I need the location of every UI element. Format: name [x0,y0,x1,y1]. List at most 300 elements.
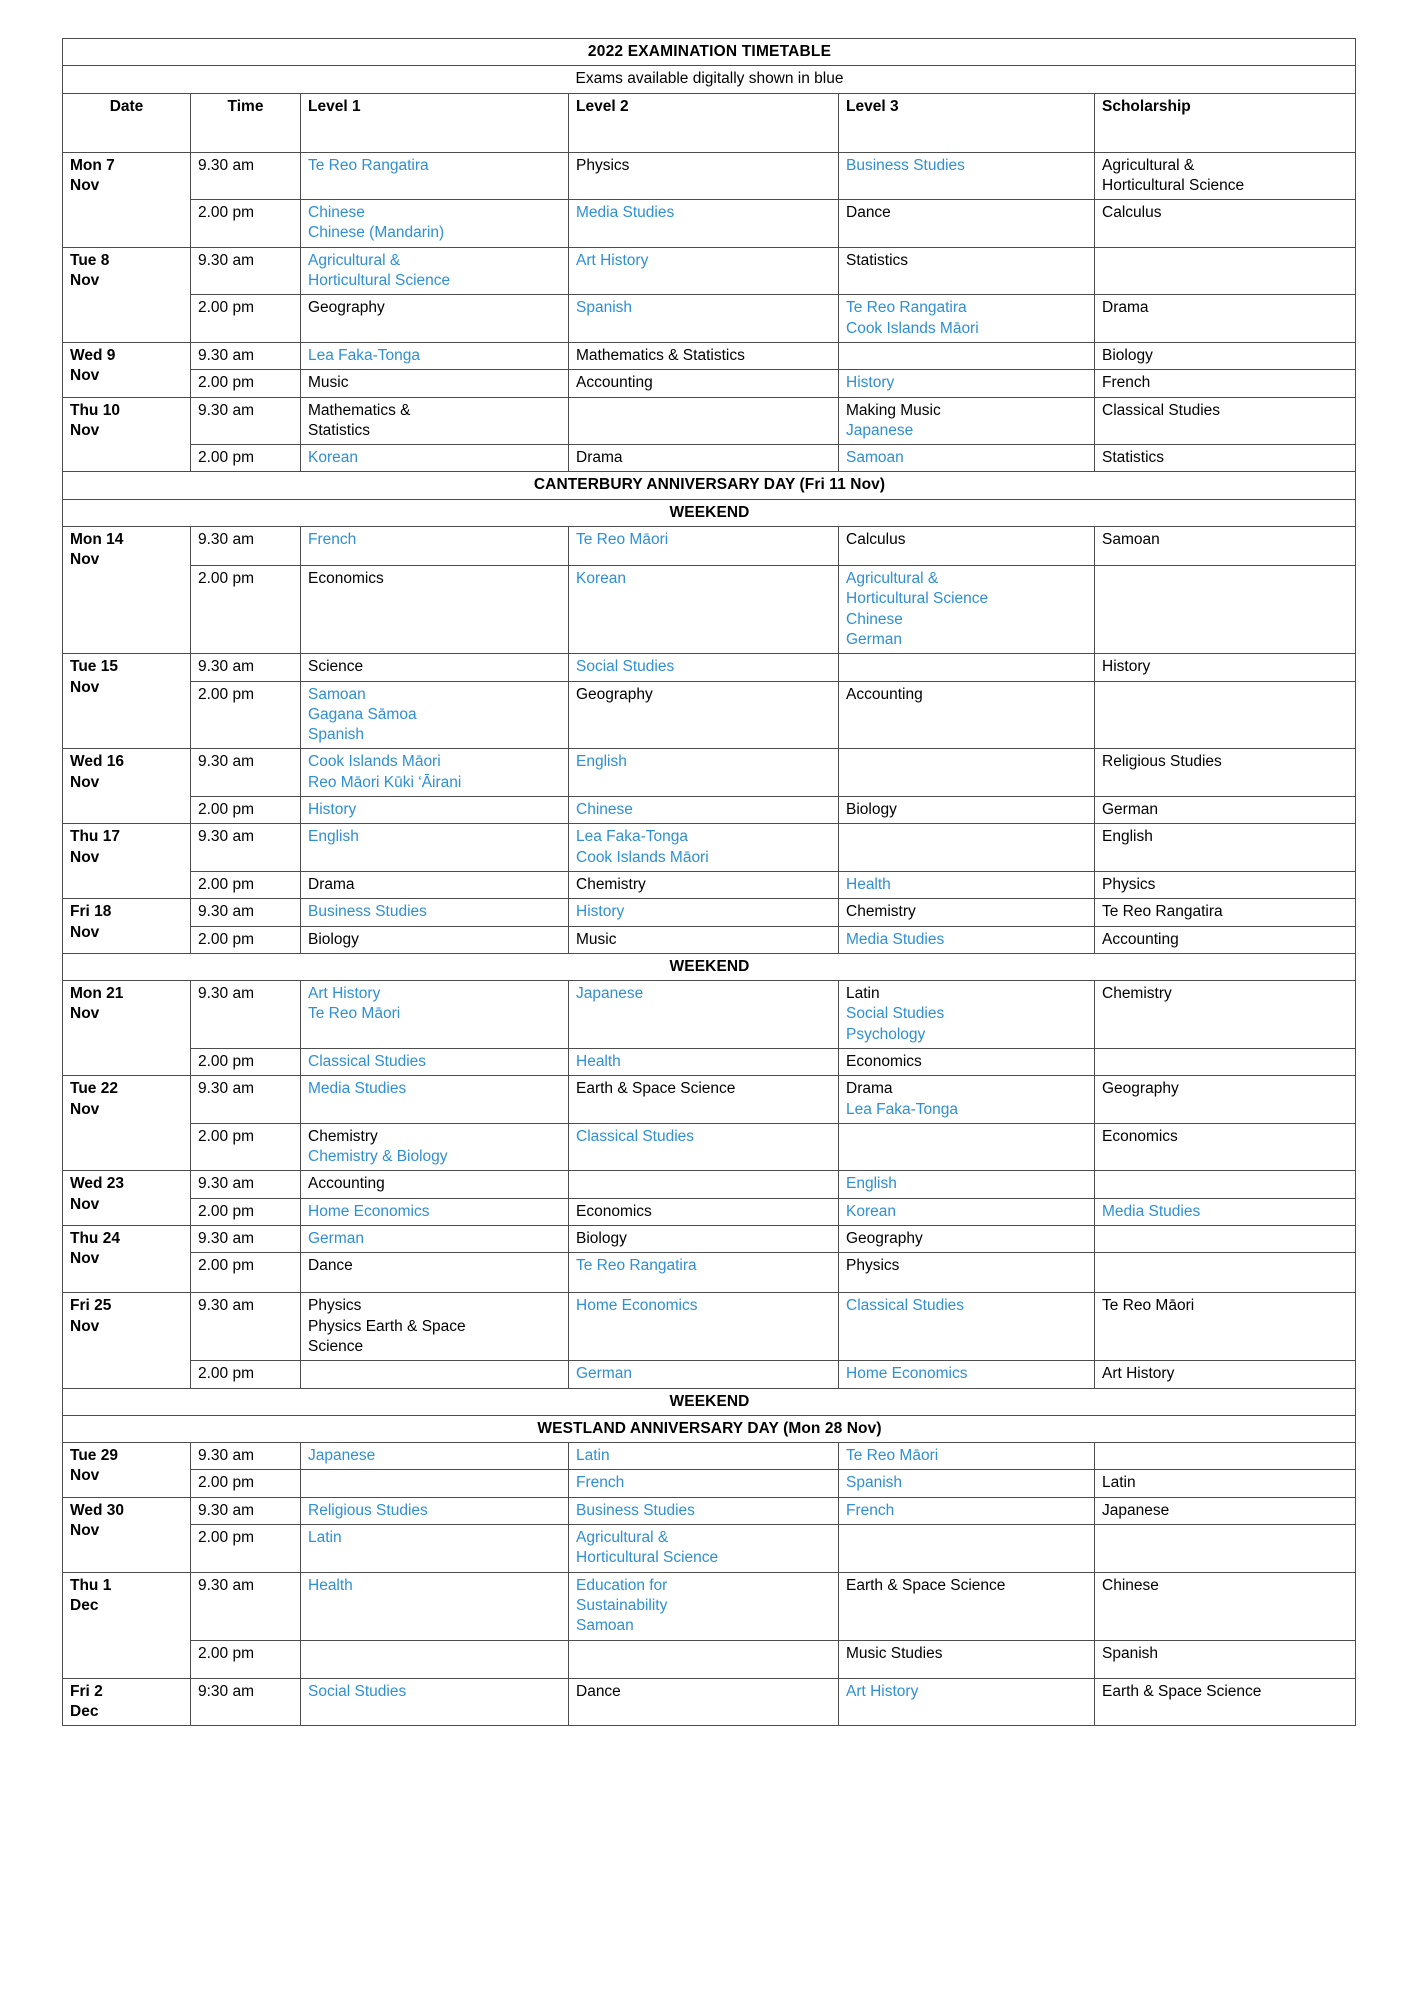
table-row [63,397,1356,445]
exam-subject-digital: Te Reo Rangatira [308,156,429,174]
exam-date-line: Nov [70,272,100,290]
table-row [63,1171,1356,1198]
exam-subject-digital: Korean [576,570,626,588]
exam-subject: Drama [846,1080,893,1098]
exam-date [63,1678,191,1726]
exam-subject: Mathematics & Statistics [576,346,745,364]
timetable-body [63,39,1356,1726]
exam-subject: Latin [1102,1474,1136,1492]
exam-time: 9.30 am [191,981,301,1049]
exam-subject-digital: Lea Faka-Tonga [576,828,689,846]
exam-time: 2.00 pm [191,445,301,472]
exam-date-line: Thu 17 [70,828,120,846]
exam-cell-level2 [569,1470,839,1497]
exam-cell-level2 [569,1171,839,1198]
table-row [63,1443,1356,1470]
exam-subject: Physics [308,1297,362,1315]
table-row [63,981,1356,1049]
exam-cell-level2 [569,1678,839,1726]
exam-cell-scholarship [1095,1123,1356,1171]
exam-cell-level3 [839,1572,1095,1640]
exam-date [63,981,191,1076]
exam-cell-level3 [839,1470,1095,1497]
exam-cell-level2 [569,654,839,681]
exam-subject: Earth & Space Science [576,1080,736,1098]
exam-time: 2.00 pm [191,1361,301,1388]
exam-subject: Physics Earth & Space [308,1317,466,1335]
exam-subject: Religious Studies [1102,753,1222,771]
exam-cell-level2 [569,1123,839,1171]
exam-cell-level1 [301,926,569,953]
exam-time: 2.00 pm [191,1198,301,1225]
exam-cell-level1 [301,1076,569,1124]
exam-subject-digital: Latin [308,1529,342,1547]
banner-westland: WESTLAND ANNIVERSARY DAY (Mon 28 Nov) [63,1415,1356,1442]
exam-subject: French [1102,374,1151,392]
exam-time: 2.00 pm [191,1048,301,1075]
exam-subject-digital: Gagana Sāmoa [308,705,417,723]
column-header-level2: Level 2 [569,93,839,152]
table-row [63,1253,1356,1293]
exam-cell-scholarship [1095,871,1356,898]
exam-cell-level1 [301,1497,569,1524]
exam-cell-level2 [569,871,839,898]
exam-subject-digital: Te Reo Rangatira [576,1257,697,1275]
exam-subject: Geography [308,299,385,317]
exam-date-line: Nov [70,367,100,385]
exam-cell-level2 [569,152,839,200]
exam-cell-level2 [569,247,839,295]
exam-subject: Economics [576,1202,652,1220]
exam-subject-digital: Health [846,875,891,893]
banner-weekend_1: WEEKEND [63,499,1356,526]
exam-cell-level1 [301,749,569,797]
exam-subject-digital: Japanese [846,421,914,439]
exam-cell-level3 [839,899,1095,926]
exam-subject-digital: Home Economics [576,1297,698,1315]
exam-date [63,1226,191,1293]
exam-subject-digital: Education for [576,1576,668,1594]
exam-subject: Physics [846,1257,900,1275]
exam-subject: English [1102,828,1153,846]
exam-subject-digital: German [308,1230,364,1248]
exam-cell-level1 [301,1525,569,1573]
exam-cell-level1 [301,1048,569,1075]
exam-subject: Mathematics & [308,401,411,419]
exam-cell-scholarship [1095,1361,1356,1388]
exam-subject: Biology [308,930,359,948]
exam-cell-level3 [839,654,1095,681]
exam-cell-level2 [569,1361,839,1388]
exam-subject-digital: Sustainability [576,1596,668,1614]
exam-date [63,654,191,749]
exam-date-line: Dec [70,1702,99,1720]
exam-date [63,1572,191,1678]
exam-subject-digital: Lea Faka-Tonga [308,346,421,364]
exam-date [63,152,191,247]
table-row [63,797,1356,824]
exam-cell-level1 [301,1171,569,1198]
exam-cell-level2 [569,1497,839,1524]
table-row [63,1640,1356,1678]
exam-cell-level3 [839,824,1095,872]
exam-date [63,1171,191,1226]
exam-subject-digital: Korean [308,449,358,467]
table-row [63,871,1356,898]
exam-cell-level1 [301,566,569,654]
exam-subject: Accounting [308,1175,385,1193]
exam-date [63,247,191,342]
exam-subject-digital: Lea Faka-Tonga [846,1100,959,1118]
legend-note: Exams available digitally shown in blue [63,66,1356,93]
exam-time: 2.00 pm [191,566,301,654]
exam-subject-digital: Horticultural Science [576,1549,719,1567]
exam-subject-digital: Business Studies [846,156,965,174]
exam-cell-level3 [839,797,1095,824]
exam-cell-scholarship [1095,247,1356,295]
table-row [63,1048,1356,1075]
exam-subject: Drama [308,875,355,893]
exam-cell-level2 [569,1048,839,1075]
exam-time: 2.00 pm [191,295,301,343]
exam-date [63,527,191,654]
exam-date [63,824,191,899]
table-row [63,527,1356,566]
exam-cell-level2 [569,200,839,248]
exam-date-line: Tue 22 [70,1080,118,1098]
exam-subject-digital: Te Reo Māori [846,1447,939,1465]
table-row [63,899,1356,926]
exam-subject: Music Studies [846,1644,943,1662]
exam-cell-level2 [569,1076,839,1124]
exam-subject: Biology [1102,346,1153,364]
exam-cell-level1 [301,527,569,566]
exam-subject: Dance [308,1257,353,1275]
exam-cell-level3 [839,527,1095,566]
exam-subject: Accounting [1102,930,1179,948]
exam-cell-level1 [301,445,569,472]
table-row [63,926,1356,953]
exam-time: 2.00 pm [191,1123,301,1171]
exam-cell-level3 [839,342,1095,369]
exam-cell-level3 [839,981,1095,1049]
exam-cell-scholarship [1095,566,1356,654]
exam-date-line: Fri 2 [70,1682,103,1700]
exam-cell-level1 [301,824,569,872]
exam-cell-level2 [569,1198,839,1225]
exam-date-line: Nov [70,1100,100,1118]
exam-cell-level1 [301,342,569,369]
exam-date-line: Tue 8 [70,251,110,269]
exam-time: 2.00 pm [191,1525,301,1573]
exam-cell-level1 [301,200,569,248]
exam-date-line: Wed 23 [70,1175,124,1193]
exam-subject-digital: Japanese [576,985,644,1003]
exam-time: 2.00 pm [191,871,301,898]
exam-date [63,899,191,954]
page-title: 2022 EXAMINATION TIMETABLE [63,39,1356,66]
table-row [63,1361,1356,1388]
exam-subject-digital: History [846,374,895,392]
exam-cell-scholarship [1095,899,1356,926]
exam-subject: Biology [846,801,897,819]
exam-subject-digital: Cook Islands Māori [576,848,709,866]
exam-cell-level2 [569,1293,839,1361]
exam-subject: Geography [1102,1080,1179,1098]
exam-subject-digital: Health [576,1052,621,1070]
exam-time: 9.30 am [191,824,301,872]
exam-subject: Classical Studies [1102,401,1221,419]
exam-subject-digital: Chemistry & Biology [308,1148,448,1166]
exam-date-line: Fri 18 [70,903,112,921]
exam-cell-level3 [839,1525,1095,1573]
exam-subject: Economics [846,1052,922,1070]
exam-date-line: Wed 9 [70,346,116,364]
exam-date-line: Nov [70,773,100,791]
exam-subject-digital: Art History [576,251,649,269]
exam-date-line: Tue 29 [70,1447,118,1465]
exam-subject-digital: Horticultural Science [846,590,989,608]
exam-time: 9.30 am [191,247,301,295]
exam-cell-scholarship [1095,445,1356,472]
exam-cell-level1 [301,797,569,824]
exam-cell-level2 [569,295,839,343]
exam-cell-level2 [569,1572,839,1640]
exam-subject-digital: Agricultural & [846,570,939,588]
exam-cell-scholarship [1095,1171,1356,1198]
exam-cell-level2 [569,445,839,472]
exam-subject-digital: Psychology [846,1025,926,1043]
exam-subject-digital: German [846,630,902,648]
exam-cell-level1 [301,1198,569,1225]
exam-subject-digital: Media Studies [846,930,945,948]
exam-cell-level3 [839,397,1095,445]
exam-subject-digital: Media Studies [576,204,675,222]
exam-subject: Dance [576,1682,621,1700]
exam-cell-scholarship [1095,926,1356,953]
exam-cell-level2 [569,527,839,566]
exam-cell-level1 [301,899,569,926]
exam-cell-level1 [301,1123,569,1171]
exam-subject: Making Music [846,401,941,419]
exam-cell-scholarship [1095,1470,1356,1497]
exam-cell-level2 [569,1525,839,1573]
exam-subject: German [1102,801,1158,819]
exam-subject: Chinese [1102,1576,1159,1594]
examination-timetable [62,38,1356,1726]
exam-date-line: Dec [70,1596,99,1614]
exam-time: 2.00 pm [191,1640,301,1678]
exam-date-line: Nov [70,678,100,696]
exam-cell-scholarship [1095,1076,1356,1124]
exam-subject: Earth & Space Science [1102,1682,1262,1700]
exam-cell-level2 [569,1226,839,1253]
exam-subject: Physics [1102,875,1156,893]
exam-cell-level1 [301,397,569,445]
exam-cell-level3 [839,1226,1095,1253]
exam-time: 9.30 am [191,397,301,445]
table-row [63,681,1356,749]
exam-cell-level1 [301,1470,569,1497]
exam-time: 9.30 am [191,152,301,200]
exam-date [63,749,191,824]
exam-date-line: Fri 25 [70,1297,112,1315]
column-header-date: Date [63,93,191,152]
table-row [63,247,1356,295]
table-row [63,370,1356,397]
exam-time: 2.00 pm [191,797,301,824]
exam-cell-level1 [301,1640,569,1678]
table-row [63,295,1356,343]
exam-subject-digital: History [308,801,357,819]
exam-date [63,397,191,472]
exam-subject: Spanish [1102,1644,1159,1662]
exam-subject: Science [308,658,364,676]
table-row [63,749,1356,797]
exam-subject-digital: Reo Māori Kūki ‘Āirani [308,773,462,791]
exam-cell-level2 [569,1253,839,1293]
exam-subject-digital: Media Studies [308,1080,407,1098]
exam-subject-digital: Cook Islands Māori [308,753,441,771]
exam-time: 9.30 am [191,1076,301,1124]
exam-cell-level3 [839,1076,1095,1124]
exam-time: 9.30 am [191,1226,301,1253]
exam-subject: Chemistry [308,1127,378,1145]
exam-subject-digital: Te Reo Māori [308,1005,401,1023]
exam-cell-level2 [569,397,839,445]
exam-subject-digital: Samoan [308,685,366,703]
exam-cell-scholarship [1095,1048,1356,1075]
exam-cell-level3 [839,247,1095,295]
exam-subject: Music [576,930,617,948]
exam-cell-level1 [301,152,569,200]
column-header-scholarship: Scholarship [1095,93,1356,152]
exam-subject: Horticultural Science [1102,176,1245,194]
exam-subject-digital: History [576,903,625,921]
exam-subject: Music [308,374,349,392]
exam-date-line: Tue 15 [70,658,118,676]
exam-date-line: Nov [70,1195,100,1213]
table-row [63,1497,1356,1524]
exam-subject-digital: Home Economics [846,1365,968,1383]
exam-subject-digital: Spanish [846,1474,903,1492]
banner-weekend_2: WEEKEND [63,953,1356,980]
exam-cell-level1 [301,871,569,898]
exam-cell-level3 [839,871,1095,898]
exam-cell-level2 [569,370,839,397]
exam-subject-digital: Business Studies [576,1501,695,1519]
exam-subject: Science [308,1337,364,1355]
exam-cell-scholarship [1095,1678,1356,1726]
exam-cell-scholarship [1095,397,1356,445]
exam-cell-level1 [301,1253,569,1293]
exam-cell-level2 [569,797,839,824]
table-row [63,445,1356,472]
exam-date-line: Nov [70,1317,100,1335]
exam-cell-level3 [839,749,1095,797]
exam-date-line: Nov [70,551,100,569]
exam-cell-level3 [839,152,1095,200]
table-row [63,1226,1356,1253]
exam-cell-level2 [569,566,839,654]
exam-cell-level3 [839,926,1095,953]
exam-cell-level3 [839,1293,1095,1361]
exam-date-line: Nov [70,923,100,941]
exam-cell-scholarship [1095,1572,1356,1640]
exam-subject: Calculus [846,531,906,549]
exam-subject-digital: English [846,1175,897,1193]
exam-date [63,342,191,397]
exam-cell-level2 [569,981,839,1049]
exam-cell-scholarship [1095,152,1356,200]
exam-subject-digital: Te Reo Māori [576,531,669,549]
exam-cell-level1 [301,1361,569,1388]
exam-date-line: Nov [70,421,100,439]
exam-cell-scholarship [1095,797,1356,824]
exam-cell-level1 [301,1293,569,1361]
exam-subject: Te Reo Māori [1102,1297,1195,1315]
exam-subject-digital: Samoan [846,449,904,467]
exam-time: 9.30 am [191,1572,301,1640]
exam-date [63,1076,191,1171]
exam-subject: Biology [576,1230,627,1248]
exam-cell-level2 [569,749,839,797]
exam-cell-scholarship [1095,654,1356,681]
exam-cell-level2 [569,824,839,872]
exam-cell-scholarship [1095,1198,1356,1225]
exam-subject: Chemistry [1102,985,1172,1003]
exam-subject: Calculus [1102,204,1162,222]
exam-subject-digital: Classical Studies [576,1127,695,1145]
exam-subject-digital: Chinese [846,610,903,628]
exam-cell-level3 [839,1497,1095,1524]
exam-subject-digital: Agricultural & [308,251,401,269]
exam-subject: Chemistry [576,875,646,893]
column-header-level3: Level 3 [839,93,1095,152]
exam-cell-level3 [839,1048,1095,1075]
exam-subject-digital: Home Economics [308,1202,430,1220]
exam-cell-level1 [301,1443,569,1470]
exam-subject-digital: Cook Islands Māori [846,319,979,337]
exam-time: 9.30 am [191,654,301,681]
exam-time: 9.30 am [191,899,301,926]
exam-subject: Latin [846,985,880,1003]
exam-time: 2.00 pm [191,681,301,749]
table-row [63,1123,1356,1171]
exam-time: 9.30 am [191,749,301,797]
exam-subject-digital: Japanese [308,1447,376,1465]
exam-subject-digital: Latin [576,1447,610,1465]
exam-subject: Accounting [576,374,653,392]
exam-cell-scholarship [1095,1525,1356,1573]
exam-subject-digital: Media Studies [1102,1202,1201,1220]
exam-cell-scholarship [1095,1253,1356,1293]
exam-subject: History [1102,658,1151,676]
exam-subject-digital: Horticultural Science [308,272,451,290]
column-header-level1: Level 1 [301,93,569,152]
exam-cell-scholarship [1095,1640,1356,1678]
exam-cell-level1 [301,981,569,1049]
exam-subject-digital: Chinese (Mandarin) [308,224,445,242]
exam-date-line: Wed 16 [70,753,124,771]
exam-subject: Statistics [846,251,909,269]
exam-cell-scholarship [1095,749,1356,797]
exam-subject: Dance [846,204,891,222]
exam-subject: Accounting [846,685,923,703]
exam-date [63,1443,191,1498]
exam-subject-digital: Art History [846,1682,919,1700]
exam-subject: Physics [576,156,630,174]
